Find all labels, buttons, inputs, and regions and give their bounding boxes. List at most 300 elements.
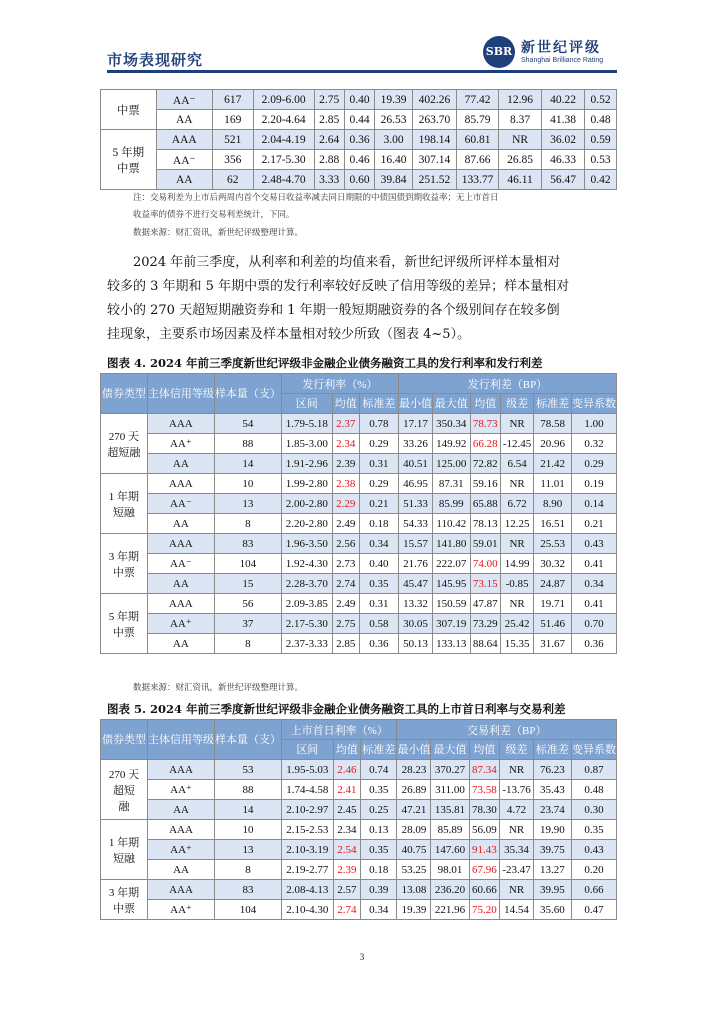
spread-mean-cell: 66.28 bbox=[470, 434, 500, 454]
table-row bbox=[101, 634, 617, 654]
n-cell: 14 bbox=[215, 800, 282, 820]
cv-cell: 0.29 bbox=[571, 454, 616, 474]
spread-mean-cell: 85.79 bbox=[456, 110, 498, 130]
mean-cell: 2.74 bbox=[333, 900, 360, 920]
range-cell: 2.10-4.30 bbox=[282, 900, 334, 920]
range-cell: 2.15-2.53 bbox=[282, 820, 334, 840]
sd-cell: 0.21 bbox=[359, 494, 398, 514]
header-rating: 主体信用等级 bbox=[147, 374, 214, 414]
rating-cell: AAA bbox=[148, 880, 215, 900]
spread-mean-cell: 47.87 bbox=[470, 594, 500, 614]
spread-sd-cell: 41.38 bbox=[542, 110, 585, 130]
body-paragraph bbox=[107, 251, 617, 347]
min-cell: 13.08 bbox=[397, 880, 431, 900]
mean-cell: 2.49 bbox=[332, 594, 359, 614]
spread-sd-cell: 24.87 bbox=[534, 574, 572, 594]
max-cell: 147.60 bbox=[431, 840, 469, 860]
header-range: 区间 bbox=[281, 394, 332, 414]
cv-cell: 0.43 bbox=[571, 840, 616, 860]
diff-cell: 46.11 bbox=[499, 170, 542, 190]
max-cell: 85.99 bbox=[432, 494, 470, 514]
spread-sd-cell: 39.95 bbox=[533, 880, 571, 900]
cv-cell: 0.47 bbox=[571, 900, 616, 920]
min-cell: 13.32 bbox=[398, 594, 432, 614]
spread-sd-cell: 35.43 bbox=[533, 780, 571, 800]
table-source: 数据来源：财汇资讯，新世纪评级整理计算。 bbox=[133, 228, 304, 238]
cv-cell: 0.30 bbox=[571, 800, 616, 820]
sd-cell: 0.25 bbox=[361, 800, 397, 820]
header-rate-group: 上市首日利率（%） bbox=[282, 720, 397, 740]
mean-cell: 2.34 bbox=[332, 434, 359, 454]
bond-type-cell: 1 年期 短融 bbox=[101, 474, 148, 534]
sd-cell: 0.78 bbox=[359, 414, 398, 434]
n-cell: 14 bbox=[214, 454, 281, 474]
n-cell: 169 bbox=[212, 110, 253, 130]
rating-cell: AA⁻ bbox=[147, 494, 214, 514]
range-cell: 1.91-2.96 bbox=[281, 454, 332, 474]
spread-sd-cell: 51.46 bbox=[534, 614, 572, 634]
header-max: 最大值 bbox=[432, 394, 470, 414]
n-cell: 54 bbox=[214, 414, 281, 434]
min-cell: 16.40 bbox=[375, 150, 413, 170]
mean-cell: 2.39 bbox=[333, 860, 360, 880]
cv-cell: 0.70 bbox=[571, 614, 616, 634]
paragraph-line: 较多的 3 年期和 5 年期中票的发行利率较好反映了信用等级的差异；样本量相对 bbox=[107, 279, 570, 294]
header-spread-sd: 标准差 bbox=[533, 740, 571, 760]
n-cell: 83 bbox=[215, 880, 282, 900]
mean-cell: 2.74 bbox=[332, 574, 359, 594]
max-cell: 149.92 bbox=[432, 434, 470, 454]
diff-cell: NR bbox=[500, 880, 534, 900]
table-row bbox=[101, 880, 617, 900]
max-cell: 263.70 bbox=[413, 110, 457, 130]
range-cell: 2.20-2.80 bbox=[281, 514, 332, 534]
mean-cell: 3.33 bbox=[314, 170, 344, 190]
bond-type-cell: 1 年期 短融 bbox=[101, 820, 148, 880]
spread-sd-cell: 11.01 bbox=[534, 474, 572, 494]
min-cell: 28.23 bbox=[397, 760, 431, 780]
rating-cell: AA bbox=[156, 170, 212, 190]
range-cell: 2.28-3.70 bbox=[281, 574, 332, 594]
mean-cell: 2.73 bbox=[332, 554, 359, 574]
sd-cell: 0.18 bbox=[359, 514, 398, 534]
page-number: 3 bbox=[359, 952, 365, 962]
spread-mean-cell: 78.13 bbox=[470, 514, 500, 534]
min-cell: 19.39 bbox=[375, 90, 413, 110]
diff-cell: NR bbox=[500, 474, 533, 494]
header-mean: 均值 bbox=[333, 740, 360, 760]
logo-name: 新世纪评级 bbox=[521, 40, 601, 56]
rating-cell: AA⁺ bbox=[148, 900, 215, 920]
paragraph-line: 较小的 270 天超短期融资券和 1 年期一般短期融资券的各个级别间存在较多倒 bbox=[107, 303, 560, 318]
n-cell: 8 bbox=[214, 634, 281, 654]
rating-cell: AA⁻ bbox=[147, 554, 214, 574]
min-cell: 54.33 bbox=[398, 514, 432, 534]
n-cell: 88 bbox=[214, 434, 281, 454]
sd-cell: 0.40 bbox=[359, 554, 398, 574]
min-cell: 53.25 bbox=[397, 860, 431, 880]
spread-sd-cell: 31.67 bbox=[534, 634, 572, 654]
table4-caption: 图表 4. 2024 年前三季度新世纪评级非金融企业债务融资工具的发行利率和发行利差 bbox=[107, 356, 543, 370]
rating-cell: AA⁻ bbox=[156, 90, 212, 110]
header-row bbox=[101, 374, 617, 394]
sd-cell: 0.18 bbox=[361, 860, 397, 880]
n-cell: 617 bbox=[212, 90, 253, 110]
mean-cell: 2.56 bbox=[332, 534, 359, 554]
range-cell: 2.04-4.19 bbox=[253, 130, 314, 150]
rating-cell: AA⁺ bbox=[147, 434, 214, 454]
header-sample-size: 样本量（支） bbox=[214, 374, 281, 414]
mean-cell: 2.45 bbox=[333, 800, 360, 820]
header-cv: 变异系数 bbox=[571, 394, 616, 414]
table-row bbox=[101, 760, 617, 780]
rating-cell: AAA bbox=[147, 414, 214, 434]
max-cell: 110.42 bbox=[432, 514, 470, 534]
sd-cell: 0.39 bbox=[361, 880, 397, 900]
header-sd: 标准差 bbox=[361, 740, 397, 760]
table-row bbox=[101, 170, 617, 190]
paragraph-line: 挂现象，主要系市场因素及样本量相对较少所致（图表 4~5）。 bbox=[107, 327, 471, 342]
header-spread-mean: 均值 bbox=[470, 394, 500, 414]
cv-cell: 0.34 bbox=[571, 574, 616, 594]
n-cell: 8 bbox=[214, 514, 281, 534]
spread-sd-cell: 30.32 bbox=[534, 554, 572, 574]
n-cell: 356 bbox=[212, 150, 253, 170]
diff-cell: NR bbox=[500, 534, 533, 554]
rating-cell: AA bbox=[147, 634, 214, 654]
header-spread-group: 发行利差（BP） bbox=[398, 374, 616, 394]
mean-cell: 2.57 bbox=[333, 880, 360, 900]
header-sd: 标准差 bbox=[359, 394, 398, 414]
header-spread-sd: 标准差 bbox=[534, 394, 572, 414]
cv-cell: 0.19 bbox=[571, 474, 616, 494]
range-cell: 2.48-4.70 bbox=[253, 170, 314, 190]
n-cell: 56 bbox=[214, 594, 281, 614]
spread-mean-cell: 78.73 bbox=[470, 414, 500, 434]
table5-caption: 图表 5. 2024 年前三季度新世纪评级非金融企业债务融资工具的上市首日利率与交易利差 bbox=[107, 702, 566, 716]
table-row bbox=[101, 90, 617, 110]
spread-mean-cell: 75.20 bbox=[469, 900, 500, 920]
header-bond-type: 债券类型 bbox=[101, 720, 148, 760]
sd-cell: 0.36 bbox=[344, 130, 374, 150]
mean-cell: 2.41 bbox=[333, 780, 360, 800]
diff-cell: -13.76 bbox=[500, 780, 534, 800]
section-title: 市场表现研究 bbox=[107, 51, 204, 69]
min-cell: 40.75 bbox=[397, 840, 431, 860]
min-cell: 26.89 bbox=[397, 780, 431, 800]
n-cell: 37 bbox=[214, 614, 281, 634]
max-cell: 98.01 bbox=[431, 860, 469, 880]
range-cell: 2.19-2.77 bbox=[282, 860, 334, 880]
cv-cell: 0.53 bbox=[585, 150, 617, 170]
header-diff: 级差 bbox=[500, 740, 534, 760]
mean-cell: 2.37 bbox=[332, 414, 359, 434]
cv-cell: 0.20 bbox=[571, 860, 616, 880]
mean-cell: 2.39 bbox=[332, 454, 359, 474]
spread-sd-cell: 46.33 bbox=[542, 150, 585, 170]
cv-cell: 0.41 bbox=[571, 554, 616, 574]
spread-mean-cell: 74.00 bbox=[470, 554, 500, 574]
table-row bbox=[101, 474, 617, 494]
spread-mean-cell: 87.34 bbox=[469, 760, 500, 780]
table-row bbox=[101, 614, 617, 634]
rating-cell: AAA bbox=[147, 534, 214, 554]
max-cell: 87.31 bbox=[432, 474, 470, 494]
mean-cell: 2.29 bbox=[332, 494, 359, 514]
table-note-line-1: 注：交易利差为上市后两周内首个交易日收益率减去同日期限的中债国债到期收益率；无上市首日 bbox=[133, 193, 499, 203]
sd-cell: 0.13 bbox=[361, 820, 397, 840]
bond-type-cell: 3 年期 中票 bbox=[101, 534, 148, 594]
mean-cell: 2.75 bbox=[314, 90, 344, 110]
header-min: 最小值 bbox=[398, 394, 432, 414]
max-cell: 350.34 bbox=[432, 414, 470, 434]
bond-type-cell: 5 年期 中票 bbox=[101, 594, 148, 654]
bond-type-cell: 5 年期 中票 bbox=[101, 130, 157, 190]
max-cell: 307.19 bbox=[432, 614, 470, 634]
max-cell: 307.14 bbox=[413, 150, 457, 170]
sd-cell: 0.58 bbox=[359, 614, 398, 634]
cv-cell: 0.87 bbox=[571, 760, 616, 780]
range-cell: 1.79-5.18 bbox=[281, 414, 332, 434]
spread-mean-cell: 91.43 bbox=[469, 840, 500, 860]
spread-sd-cell: 21.42 bbox=[534, 454, 572, 474]
sd-cell: 0.36 bbox=[359, 634, 398, 654]
diff-cell: NR bbox=[500, 594, 533, 614]
table4 bbox=[100, 373, 617, 654]
table-row bbox=[101, 454, 617, 474]
bond-type-cell: 270 天 超短 融 bbox=[101, 760, 148, 820]
sd-cell: 0.34 bbox=[361, 900, 397, 920]
max-cell: 150.59 bbox=[432, 594, 470, 614]
header-range: 区间 bbox=[282, 740, 334, 760]
diff-cell: 14.54 bbox=[500, 900, 534, 920]
n-cell: 104 bbox=[214, 554, 281, 574]
max-cell: 125.00 bbox=[432, 454, 470, 474]
cv-cell: 0.66 bbox=[571, 880, 616, 900]
spread-sd-cell: 40.22 bbox=[542, 90, 585, 110]
sd-cell: 0.35 bbox=[361, 780, 397, 800]
table-row bbox=[101, 820, 617, 840]
spread-mean-cell: 88.64 bbox=[470, 634, 500, 654]
rating-cell: AA bbox=[148, 800, 215, 820]
mean-cell: 2.38 bbox=[332, 474, 359, 494]
mean-cell: 2.64 bbox=[314, 130, 344, 150]
n-cell: 8 bbox=[215, 860, 282, 880]
brand-logo bbox=[483, 36, 611, 72]
spread-mean-cell: 56.09 bbox=[469, 820, 500, 840]
cv-cell: 0.36 bbox=[571, 634, 616, 654]
header-min: 最小值 bbox=[397, 740, 431, 760]
rating-cell: AA⁺ bbox=[148, 780, 215, 800]
spread-sd-cell: 78.58 bbox=[534, 414, 572, 434]
diff-cell: 6.54 bbox=[500, 454, 533, 474]
header-rating: 主体信用等级 bbox=[148, 720, 215, 760]
n-cell: 62 bbox=[212, 170, 253, 190]
table5 bbox=[100, 719, 617, 920]
rating-cell: AAA bbox=[156, 130, 212, 150]
n-cell: 10 bbox=[214, 474, 281, 494]
diff-cell: -23.47 bbox=[500, 860, 534, 880]
mean-cell: 2.75 bbox=[332, 614, 359, 634]
sd-cell: 0.35 bbox=[361, 840, 397, 860]
diff-cell: 26.85 bbox=[499, 150, 542, 170]
min-cell: 46.95 bbox=[398, 474, 432, 494]
range-cell: 1.85-3.00 bbox=[281, 434, 332, 454]
range-cell: 2.17-5.30 bbox=[281, 614, 332, 634]
spread-mean-cell: 60.66 bbox=[469, 880, 500, 900]
min-cell: 19.39 bbox=[397, 900, 431, 920]
cv-cell: 0.14 bbox=[571, 494, 616, 514]
bond-type-cell: 中票 bbox=[101, 90, 157, 130]
cv-cell: 0.41 bbox=[571, 594, 616, 614]
spread-sd-cell: 56.47 bbox=[542, 170, 585, 190]
cv-cell: 0.52 bbox=[585, 90, 617, 110]
spread-mean-cell: 77.42 bbox=[456, 90, 498, 110]
table-row bbox=[101, 574, 617, 594]
diff-cell: NR bbox=[499, 130, 542, 150]
rating-cell: AA bbox=[156, 110, 212, 130]
min-cell: 51.33 bbox=[398, 494, 432, 514]
diff-cell: 6.72 bbox=[500, 494, 533, 514]
table-row bbox=[101, 780, 617, 800]
min-cell: 39.84 bbox=[375, 170, 413, 190]
spread-sd-cell: 19.90 bbox=[533, 820, 571, 840]
header-rate-group: 发行利率（%） bbox=[281, 374, 398, 394]
header-max: 最大值 bbox=[431, 740, 469, 760]
max-cell: 198.14 bbox=[413, 130, 457, 150]
n-cell: 15 bbox=[214, 574, 281, 594]
sd-cell: 0.29 bbox=[359, 474, 398, 494]
spread-mean-cell: 72.82 bbox=[470, 454, 500, 474]
rating-cell: AAA bbox=[148, 760, 215, 780]
n-cell: 13 bbox=[214, 494, 281, 514]
min-cell: 50.13 bbox=[398, 634, 432, 654]
n-cell: 83 bbox=[214, 534, 281, 554]
sd-cell: 0.46 bbox=[344, 150, 374, 170]
cv-cell: 0.42 bbox=[585, 170, 617, 190]
range-cell: 2.09-3.85 bbox=[281, 594, 332, 614]
max-cell: 145.95 bbox=[432, 574, 470, 594]
table-continued bbox=[100, 89, 617, 190]
rating-cell: AA bbox=[147, 454, 214, 474]
spread-sd-cell: 20.96 bbox=[534, 434, 572, 454]
min-cell: 30.05 bbox=[398, 614, 432, 634]
header-bond-type: 债券类型 bbox=[101, 374, 148, 414]
n-cell: 10 bbox=[215, 820, 282, 840]
min-cell: 28.09 bbox=[397, 820, 431, 840]
range-cell: 2.00-2.80 bbox=[281, 494, 332, 514]
spread-mean-cell: 73.58 bbox=[469, 780, 500, 800]
sd-cell: 0.34 bbox=[359, 534, 398, 554]
mean-cell: 2.54 bbox=[333, 840, 360, 860]
table-row bbox=[101, 534, 617, 554]
diff-cell: -12.45 bbox=[500, 434, 533, 454]
spread-sd-cell: 23.74 bbox=[533, 800, 571, 820]
min-cell: 21.76 bbox=[398, 554, 432, 574]
diff-cell: NR bbox=[500, 820, 534, 840]
table-row bbox=[101, 514, 617, 534]
n-cell: 13 bbox=[215, 840, 282, 860]
range-cell: 2.10-2.97 bbox=[282, 800, 334, 820]
mean-cell: 2.85 bbox=[314, 110, 344, 130]
rating-cell: AA⁺ bbox=[148, 840, 215, 860]
diff-cell: 35.34 bbox=[500, 840, 534, 860]
spread-mean-cell: 73.29 bbox=[470, 614, 500, 634]
max-cell: 236.20 bbox=[431, 880, 469, 900]
max-cell: 85.89 bbox=[431, 820, 469, 840]
header-sample-size: 样本量（支） bbox=[215, 720, 282, 760]
diff-cell: -0.85 bbox=[500, 574, 533, 594]
header-spread-mean: 均值 bbox=[469, 740, 500, 760]
rating-cell: AAA bbox=[147, 594, 214, 614]
max-cell: 370.27 bbox=[431, 760, 469, 780]
range-cell: 1.74-4.58 bbox=[282, 780, 334, 800]
table-row bbox=[101, 434, 617, 454]
logo-mark-icon: SBR bbox=[483, 36, 515, 68]
table-row bbox=[101, 150, 617, 170]
min-cell: 33.26 bbox=[398, 434, 432, 454]
sd-cell: 0.44 bbox=[344, 110, 374, 130]
diff-cell: NR bbox=[500, 414, 533, 434]
spread-sd-cell: 19.71 bbox=[534, 594, 572, 614]
sd-cell: 0.31 bbox=[359, 454, 398, 474]
n-cell: 104 bbox=[215, 900, 282, 920]
min-cell: 45.47 bbox=[398, 574, 432, 594]
spread-mean-cell: 67.96 bbox=[469, 860, 500, 880]
rating-cell: AA⁻ bbox=[156, 150, 212, 170]
table-row bbox=[101, 840, 617, 860]
range-cell: 1.99-2.80 bbox=[281, 474, 332, 494]
diff-cell: 12.96 bbox=[499, 90, 542, 110]
range-cell: 1.96-3.50 bbox=[281, 534, 332, 554]
diff-cell: 14.99 bbox=[500, 554, 533, 574]
sd-cell: 0.35 bbox=[359, 574, 398, 594]
diff-cell: 8.37 bbox=[499, 110, 542, 130]
table-row bbox=[101, 414, 617, 434]
spread-mean-cell: 59.16 bbox=[470, 474, 500, 494]
max-cell: 221.96 bbox=[431, 900, 469, 920]
bond-type-cell: 3 年期 中票 bbox=[101, 880, 148, 920]
table4-source: 数据来源：财汇资讯，新世纪评级整理计算。 bbox=[133, 683, 304, 693]
range-cell: 2.10-3.19 bbox=[282, 840, 334, 860]
paragraph-line: 2024 年前三季度，从利率和利差的均值来看，新世纪评级所评样本量相对 bbox=[133, 255, 561, 270]
rating-cell: AA bbox=[147, 574, 214, 594]
cv-cell: 0.59 bbox=[585, 130, 617, 150]
rating-cell: AA bbox=[148, 860, 215, 880]
cv-cell: 0.32 bbox=[571, 434, 616, 454]
min-cell: 47.21 bbox=[397, 800, 431, 820]
table-row bbox=[101, 860, 617, 880]
max-cell: 311.00 bbox=[431, 780, 469, 800]
min-cell: 26.53 bbox=[375, 110, 413, 130]
table-row bbox=[101, 130, 617, 150]
min-cell: 3.00 bbox=[375, 130, 413, 150]
table-row bbox=[101, 900, 617, 920]
header-row bbox=[101, 720, 617, 740]
logo-subtitle: Shanghai Brilliance Rating bbox=[521, 57, 604, 64]
sd-cell: 0.31 bbox=[359, 594, 398, 614]
max-cell: 141.80 bbox=[432, 534, 470, 554]
spread-sd-cell: 35.60 bbox=[533, 900, 571, 920]
spread-mean-cell: 65.88 bbox=[470, 494, 500, 514]
spread-sd-cell: 76.23 bbox=[533, 760, 571, 780]
header-diff: 级差 bbox=[500, 394, 533, 414]
spread-mean-cell: 133.77 bbox=[456, 170, 498, 190]
diff-cell: NR bbox=[500, 760, 534, 780]
spread-mean-cell: 59.01 bbox=[470, 534, 500, 554]
mean-cell: 2.46 bbox=[333, 760, 360, 780]
bond-type-cell: 270 天 超短融 bbox=[101, 414, 148, 474]
